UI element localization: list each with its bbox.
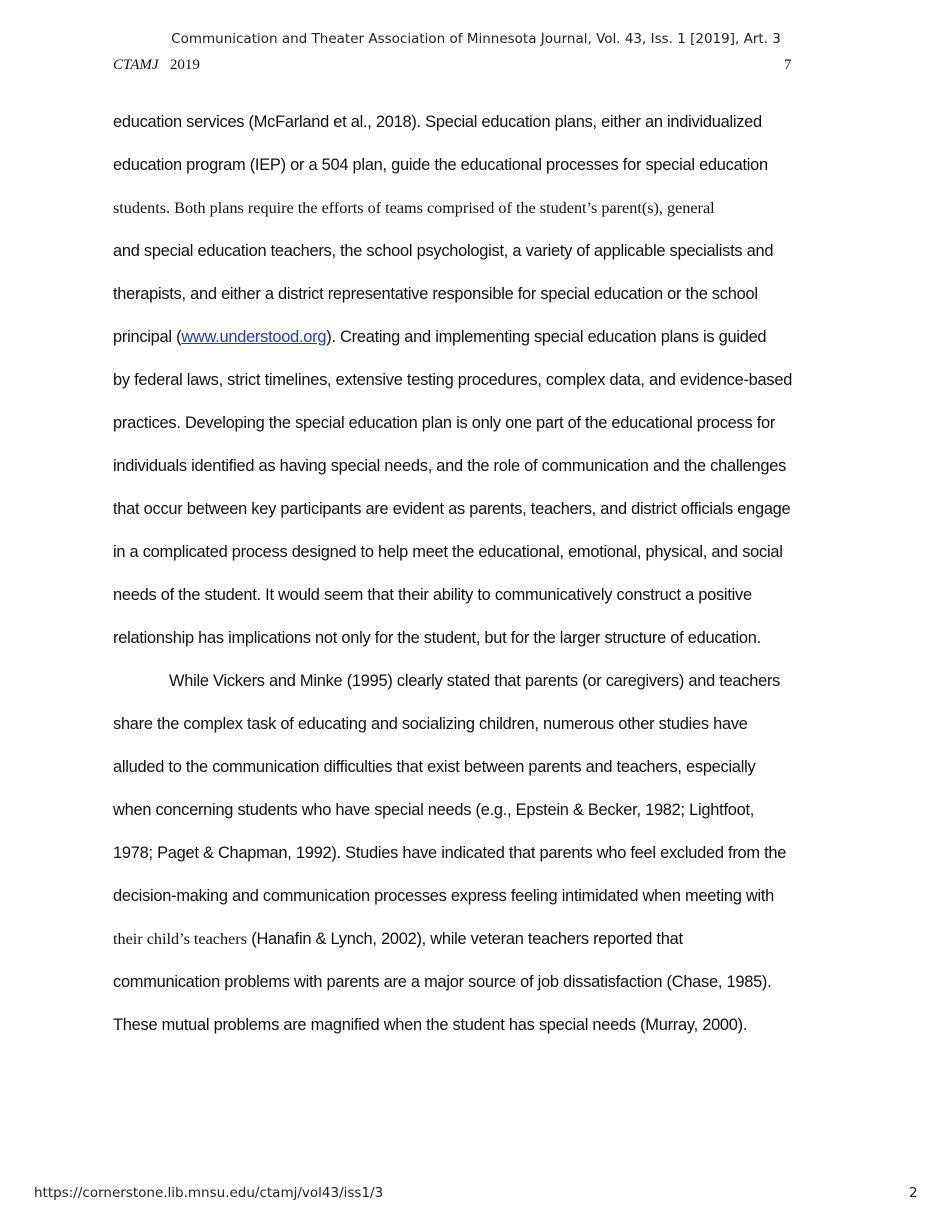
running-head-year: 2019 bbox=[169, 57, 200, 73]
text-line bbox=[113, 328, 766, 347]
text-fragment: (Hanafin & Lynch, 2002), while veteran teachers reported that bbox=[246, 930, 683, 948]
understood-link[interactable]: www.understood.org bbox=[181, 328, 327, 346]
text-line: communication problems with parents are a major source of job dissatisfaction (Chase, 1985). bbox=[113, 973, 772, 991]
journal-abbreviation: CTAMJ bbox=[113, 57, 159, 73]
text-line: decision-making and communication processes express feeling intimidated when meeting with bbox=[113, 887, 775, 905]
text-line: individuals identified as having special needs, and the role of communication and the challenges bbox=[113, 457, 787, 475]
text-line: education services (McFarland et al., 2018). Special education plans, either an individualized bbox=[113, 113, 762, 131]
text-line: practices. Developing the special education plan is only one part of the educational process for bbox=[113, 414, 776, 432]
text-line: relationship has implications not only for the student, but for the larger structure of education. bbox=[113, 629, 761, 647]
text-line: that occur between key participants are evident as parents, teachers, and district officials engage bbox=[113, 500, 791, 518]
footer-page-number: 2 bbox=[909, 1185, 918, 1201]
journal-citation-header: Communication and Theater Association of Minnesota Journal, Vol. 43, Iss. 1 [2019], Art. 3 bbox=[171, 31, 781, 47]
text-fragment: principal ( bbox=[113, 328, 182, 346]
text-line: in a complicated process designed to help meet the educational, emotional, physical, and social bbox=[113, 543, 783, 561]
text-line: students. Both plans require the efforts of teams comprised of the student’s parent(s), general bbox=[113, 199, 715, 217]
text-line: needs of the student. It would seem that their ability to communicatively construct a positive bbox=[113, 586, 752, 604]
text-line: therapists, and either a district representative responsible for special education or the school bbox=[113, 285, 758, 303]
text-line: alluded to the communication difficulties that exist between parents and teachers, especially bbox=[113, 758, 756, 776]
text-line: by federal laws, strict timelines, extensive testing procedures, complex data, and evidence-based bbox=[113, 371, 793, 389]
text-line: share the complex task of educating and socializing children, numerous other studies have bbox=[113, 715, 748, 733]
footer-url: https://cornerstone.lib.mnsu.edu/ctamj/vol43/iss1/3 bbox=[34, 1185, 384, 1201]
page-number: 7 bbox=[784, 57, 792, 73]
text-line: These mutual problems are magnified when the student has special needs (Murray, 2000). bbox=[113, 1016, 748, 1034]
text-fragment: ). Creating and implementing special education plans is guided bbox=[326, 328, 767, 346]
text-fragment: their child’s teachers bbox=[113, 930, 247, 948]
text-line: and special education teachers, the school psychologist, a variety of applicable specialists and bbox=[113, 242, 774, 260]
text-line bbox=[113, 930, 683, 949]
text-line: 1978; Paget & Chapman, 1992). Studies have indicated that parents who feel excluded from the bbox=[113, 844, 787, 862]
text-line: when concerning students who have special needs (e.g., Epstein & Becker, 1982; Lightfoot, bbox=[113, 801, 755, 819]
text-line: While Vickers and Minke (1995) clearly stated that parents (or caregivers) and teachers bbox=[169, 672, 781, 690]
text-line: education program (IEP) or a 504 plan, guide the educational processes for special education bbox=[113, 156, 768, 174]
